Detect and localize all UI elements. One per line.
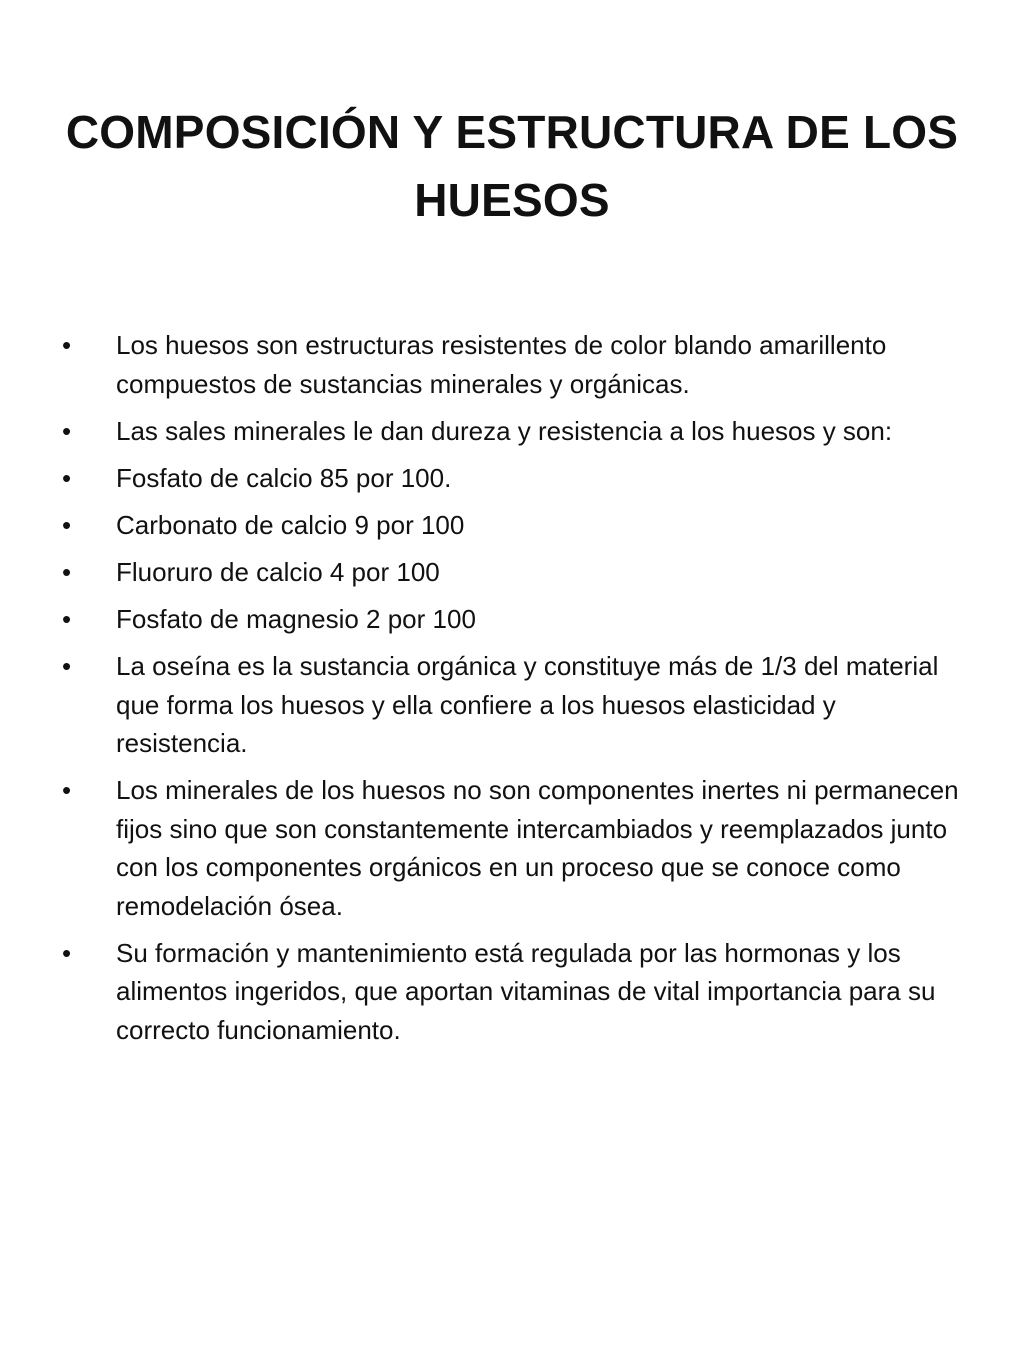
bullet-text: Su formación y mantenimiento está regulada por las hormonas y los alimentos ingeridos, que aportan vitaminas de vital importancia para su correcto funcionamiento. <box>116 937 936 1045</box>
bullet-dot-icon: • <box>62 462 72 493</box>
bullet-item <box>62 934 962 1050</box>
bullet-text: Fluoruro de calcio 4 por 100 <box>116 556 440 587</box>
bullet-text: Carbonato de calcio 9 por 100 <box>116 509 465 540</box>
bullet-dot-icon: • <box>62 651 72 682</box>
bullet-text: Fosfato de magnesio 2 por 100 <box>116 603 476 634</box>
bullet-dot-icon: • <box>62 603 72 634</box>
bullet-dot-icon: • <box>62 415 72 446</box>
bullet-text: Las sales minerales le dan dureza y resistencia a los huesos y son: <box>116 415 893 446</box>
bullet-item <box>62 771 962 925</box>
bullet-dot-icon: • <box>62 937 72 968</box>
bullet-dot-icon: • <box>62 509 72 540</box>
bullet-item <box>62 412 962 451</box>
bullet-dot-icon: • <box>62 775 72 806</box>
slide-title: COMPOSICIÓN Y ESTRUCTURA DE LOS HUESOS <box>65 106 959 226</box>
bullet-item <box>62 326 962 403</box>
bullet-dot-icon: • <box>62 556 72 587</box>
bullet-text: Fosfato de calcio 85 por 100. <box>116 462 452 493</box>
bullet-text: La oseína es la sustancia orgánica y constituye más de 1/3 del material que forma los huesos y ella confiere a los huesos elasticidad y resistencia. <box>116 651 939 759</box>
bullet-item <box>62 647 962 763</box>
bullet-text: Los huesos son estructuras resistentes de color blando amarillento compuestos de sustancias minerales y orgánicas. <box>116 330 887 399</box>
bullet-item <box>62 553 962 592</box>
bullet-item <box>62 459 962 498</box>
bullet-dot-icon: • <box>62 330 72 360</box>
bullet-item <box>62 600 962 639</box>
bullet-item <box>62 506 962 545</box>
bullet-text: Los minerales de los huesos no son componentes inertes ni permanecen fijos sino que son constantemente intercambiados y reemplazados junto con los componentes orgánicos en un proceso que se conoce como remodelación ósea. <box>116 775 959 921</box>
bullet-list <box>62 326 962 1058</box>
